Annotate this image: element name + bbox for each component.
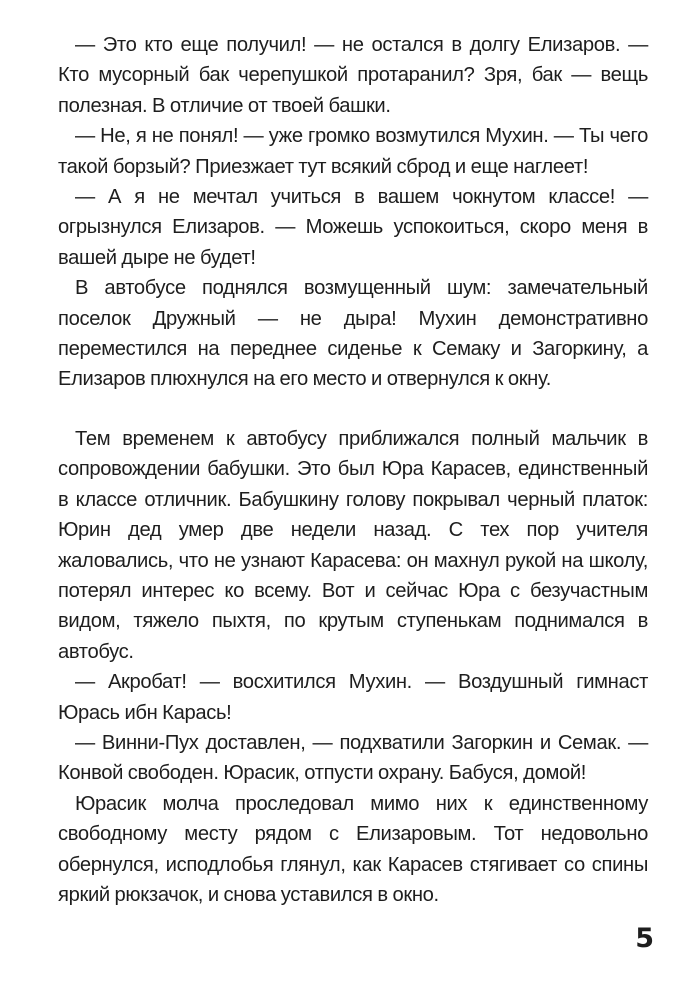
paragraph: Юрасик молча проследовал мимо них к единственному свободному месту рядом с Елизаровым. Тот недовольно обернулся, исподлобья глянул, как Карасев стягивает со спины яркий рюкзачок, и снова уставился в окно.: [58, 792, 648, 906]
paragraph: — А я не мечтал учиться в вашем чокнутом классе! — огрызнулся Елизаров. — Можешь успокоиться, скоро меня в вашей дыре не будет!: [58, 186, 648, 269]
page-text: [58, 30, 648, 910]
section-1: [58, 30, 648, 395]
section-2: [58, 424, 648, 911]
paragraph: — Акробат! — восхитился Мухин. — Воздушный гимнаст Юрась ибн Карась!: [58, 671, 648, 724]
paragraph: В автобусе поднялся возмущенный шум: замечательный поселок Дружный — не дыра! Мухин демонстративно переместился на переднее сиденье к Семаку и Загоркину, а Елизаров плюхнулся на его место и отвернулся к окну.: [58, 277, 648, 391]
paragraph: Тем временем к автобусу приближался полный мальчик в сопровождении бабушки. Это был Юра Карасев, единственный в классе отличник. Бабушкину голову покрывал черный платок: Юрин дед умер две недели назад. С тех пор учителя жаловались, что не узнают Карасева: он махнул рукой на школу, потерял интерес ко всему. Вот и сейчас Юра с безучастным видом, тяжело пыхтя, по крутым ступенькам поднимался в автобус.: [58, 427, 648, 663]
page-number: 5: [635, 923, 654, 954]
paragraph: — Не, я не понял! — уже громко возмутился Мухин. — Ты чего такой борзый? Приезжает тут всякий сброд и еще наглеет!: [58, 125, 648, 178]
paragraph: — Это кто еще получил! — не остался в долгу Елизаров. — Кто мусорный бак черепушкой протаранил? Зря, бак — вещь полезная. В отличие от твоей башки.: [58, 34, 648, 117]
paragraph: — Винни-Пух доставлен, — подхватили Загоркин и Семак. — Конвой свободен. Юрасик, отпусти охрану. Бабуся, домой!: [58, 731, 648, 785]
section-break: [58, 395, 648, 424]
